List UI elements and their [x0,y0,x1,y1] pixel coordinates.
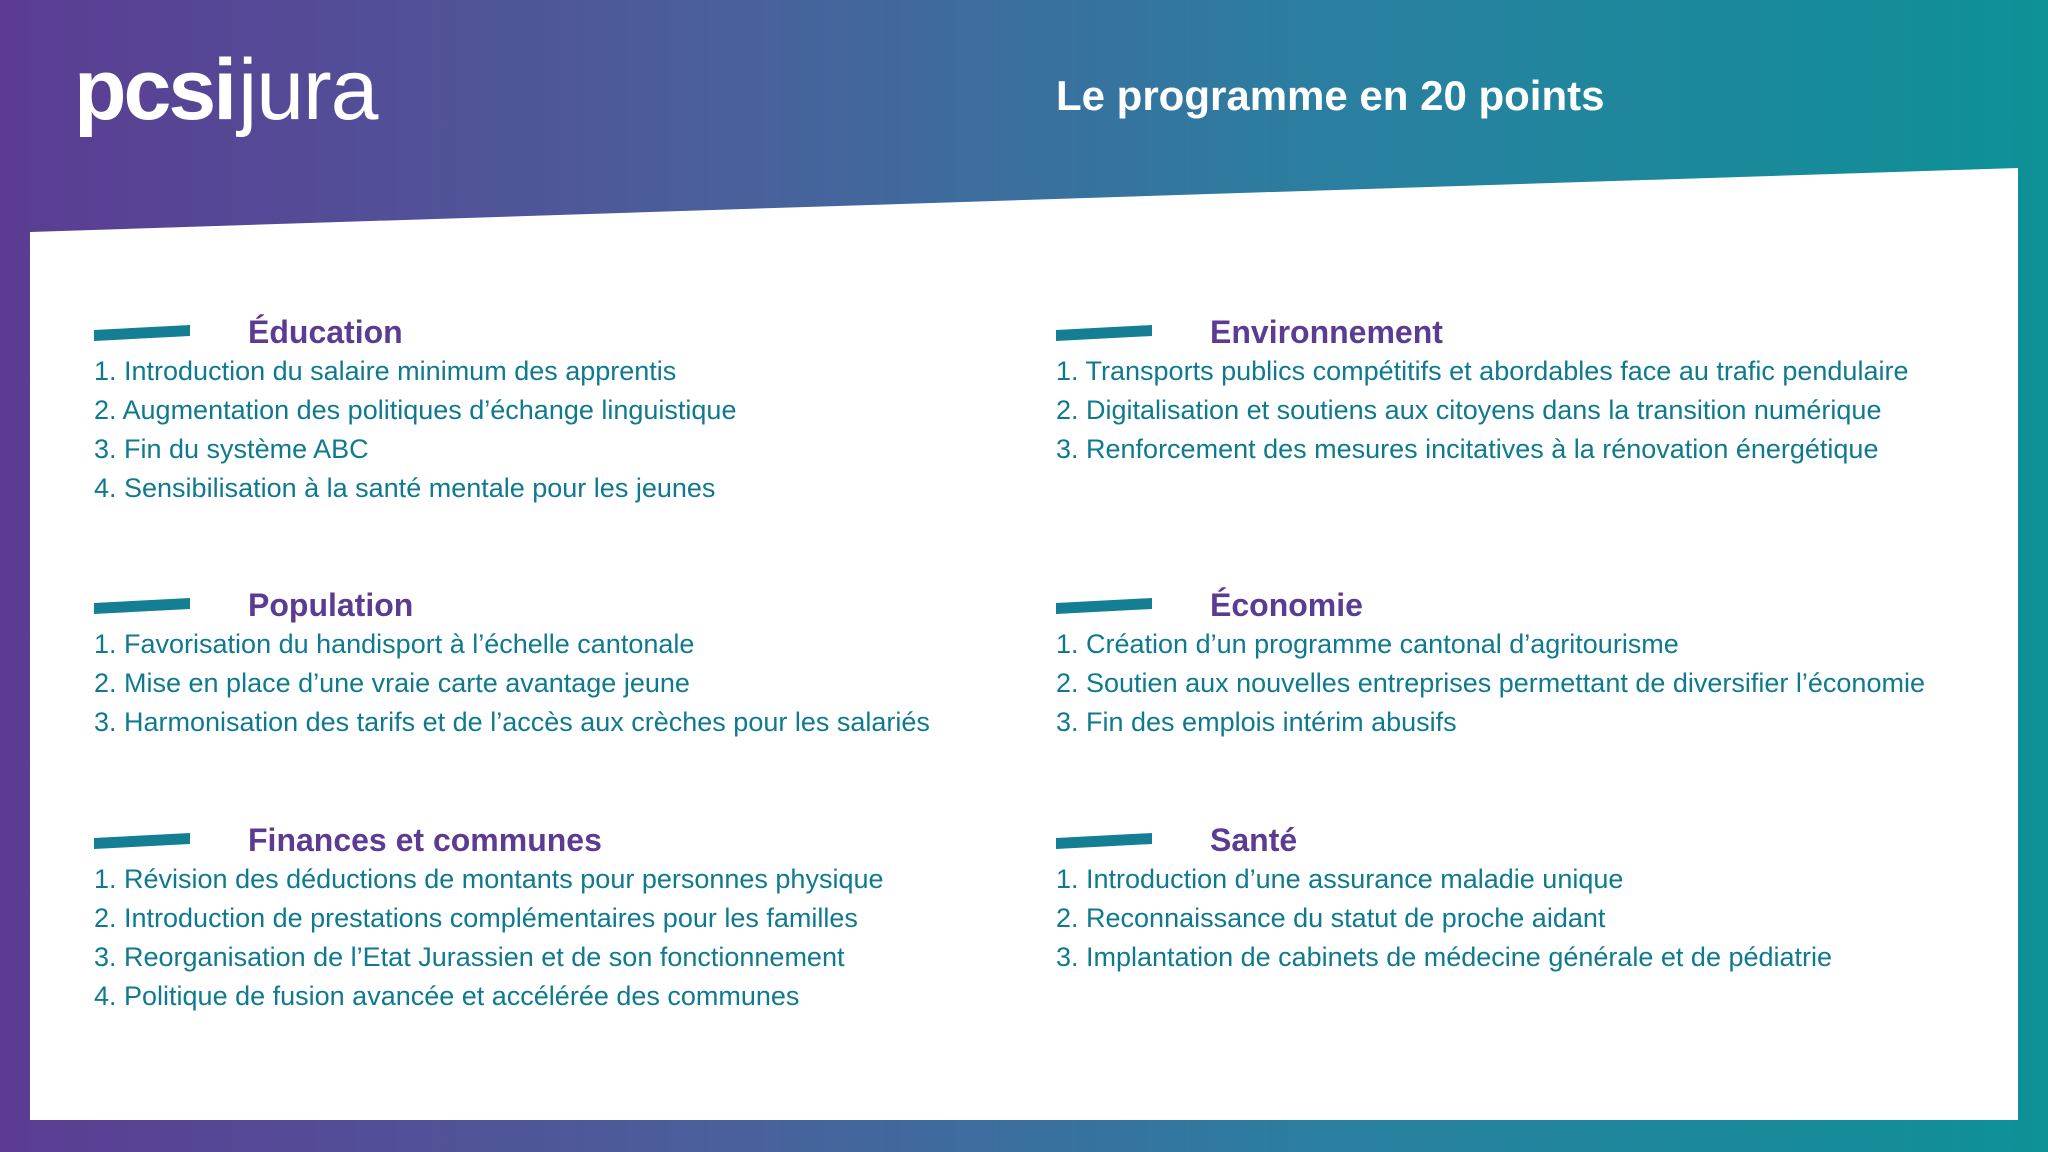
list-item: 3. Reorganisation de l’Etat Jurassien et de son fonctionnement [94,942,845,972]
list-item: 2. Soutien aux nouvelles entreprises permettant de diversifier l’économie [1056,668,1925,698]
section-heading: Économie [1210,587,1363,623]
section-heading: Finances et communes [248,822,602,858]
pcsi-jura-logo [74,40,378,140]
logo-text-light: jura [238,42,378,138]
list-item: 3. Implantation de cabinets de médecine générale et de pédiatrie [1056,942,1833,972]
section-list [1056,860,1832,977]
list-item: 1. Introduction d’une assurance maladie unique [1056,864,1624,894]
list-item: 1. Favorisation du handisport à l’échelle cantonale [94,629,695,659]
list-item: 3. Fin des emplois intérim abusifs [1056,707,1457,737]
section-list [1056,625,1925,742]
section-heading: Environnement [1210,314,1443,350]
list-item: 2. Augmentation des politiques d’échange linguistique [94,395,737,425]
section-list [94,860,884,1016]
list-item: 1. Introduction du salaire minimum des apprentis [94,356,677,386]
section-heading: Éducation [248,314,403,350]
list-item: 1. Création d’un programme cantonal d’agritourisme [1056,629,1679,659]
list-item: 4. Sensibilisation à la santé mentale pour les jeunes [94,473,716,503]
list-item: 1. Transports publics compétitifs et abordables face au trafic pendulaire [1056,356,1909,386]
list-item: 2. Reconnaissance du statut de proche aidant [1056,903,1606,933]
list-item: 4. Politique de fusion avancée et accélérée des communes [94,981,800,1011]
logo-text-bold: pcsi [74,42,235,138]
list-item: 3. Fin du système ABC [94,434,369,464]
list-item: 2. Introduction de prestations complémentaires pour les familles [94,903,858,933]
section-list [1056,352,1908,469]
section-list [94,352,736,508]
section-heading: Population [248,587,414,623]
list-item: 2. Mise en place d’une vraie carte avantage jeune [94,668,690,698]
list-item: 3. Renforcement des mesures incitatives à la rénovation énergétique [1056,434,1879,464]
section-list [94,625,930,742]
section-heading: Santé [1210,822,1298,858]
list-item: 2. Digitalisation et soutiens aux citoyens dans la transition numérique [1056,395,1882,425]
page-title: Le programme en 20 points [1056,72,1605,119]
list-item: 1. Révision des déductions de montants pour personnes physique [94,864,884,894]
list-item: 3. Harmonisation des tarifs et de l’accès aux crèches pour les salariés [94,707,930,737]
